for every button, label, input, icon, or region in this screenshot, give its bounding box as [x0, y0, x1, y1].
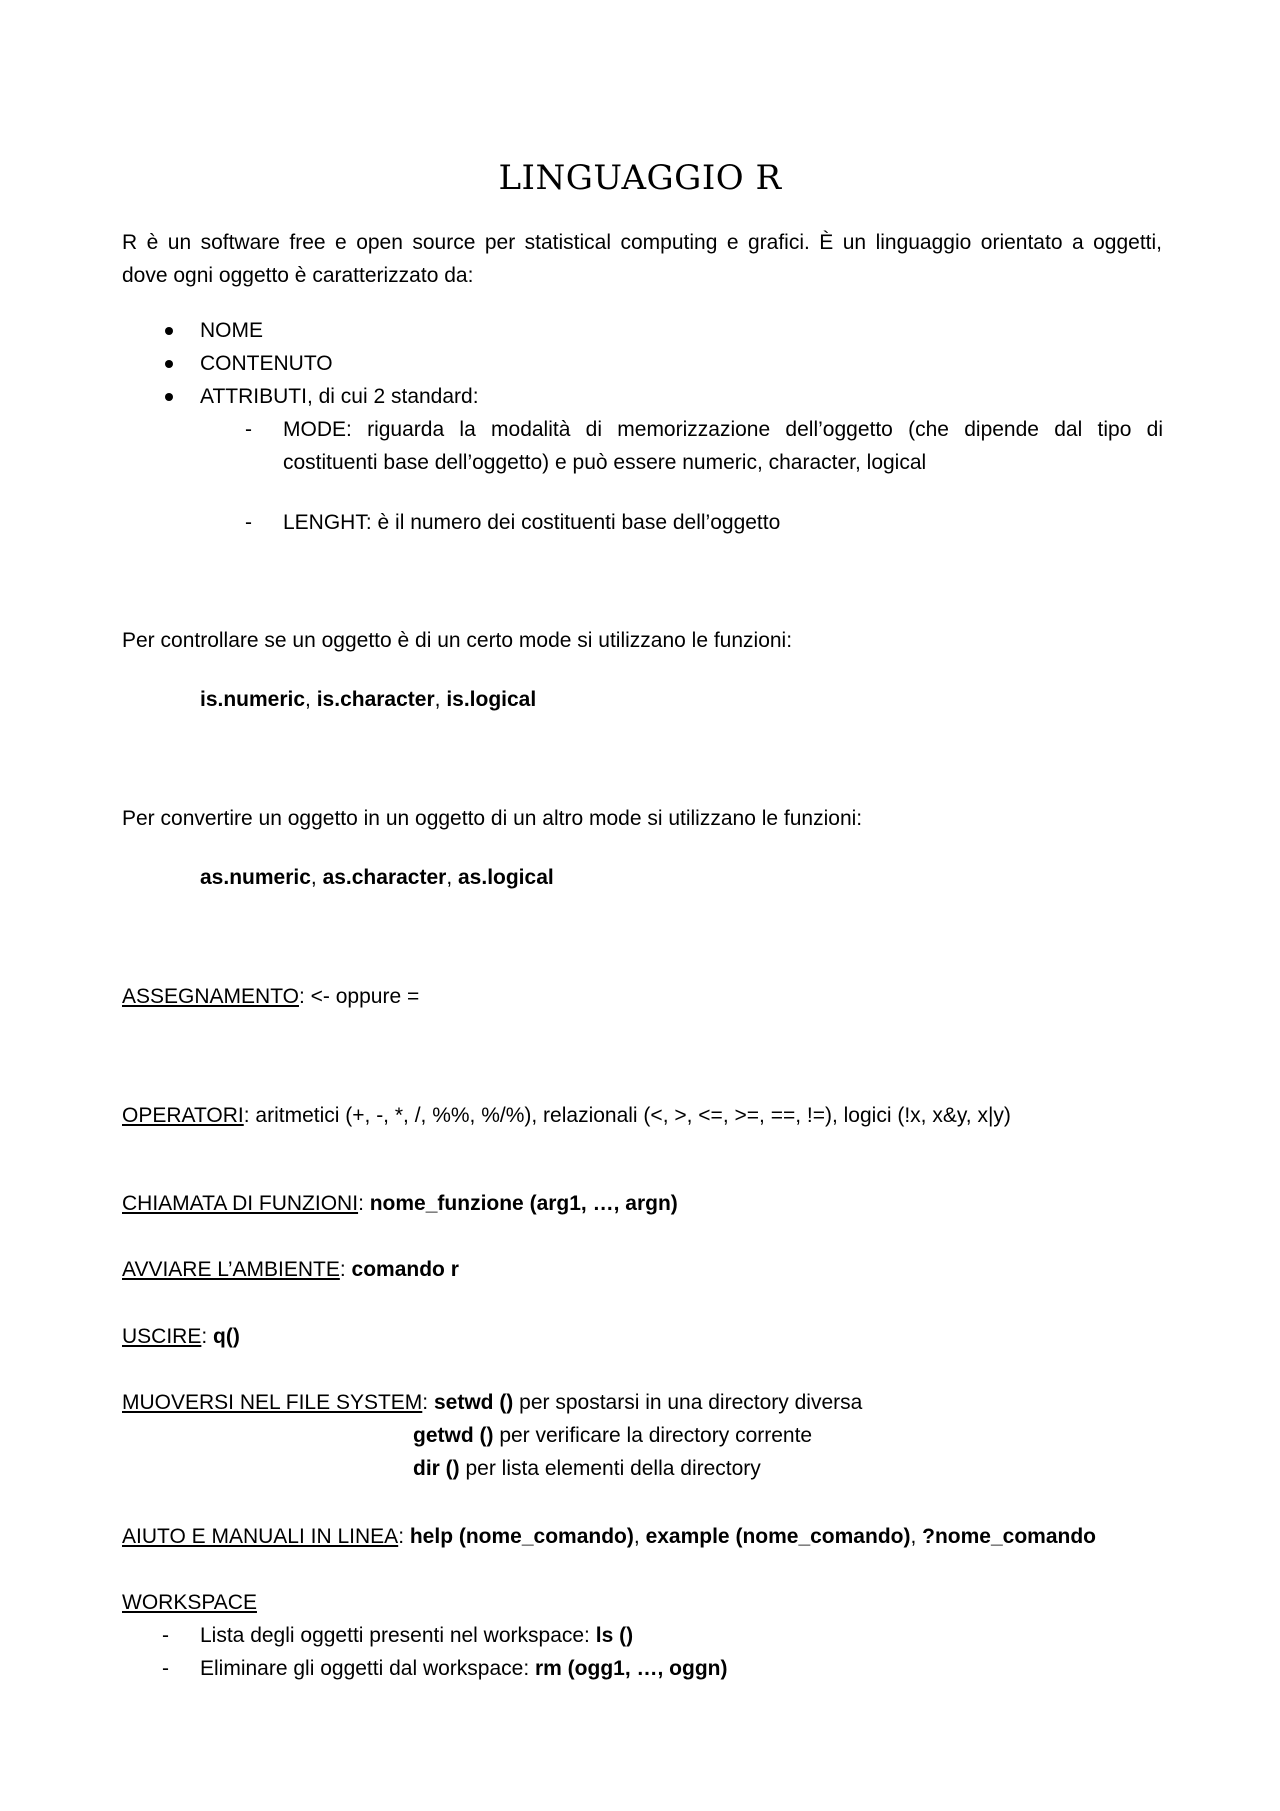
assignment-text: : <- oppure =: [298, 985, 420, 1008]
filesystem-desc: per verificare la directory corrente: [493, 1424, 813, 1447]
filesystem-line: [122, 1388, 862, 1418]
function-call-label: CHIAMATA DI FUNZIONI: [122, 1192, 359, 1215]
fn-is-character: is.character: [316, 688, 435, 711]
bullet-item-name: NOME: [200, 319, 263, 342]
separator: ,: [305, 688, 317, 711]
fn-as-character: as.character: [322, 866, 447, 889]
help-value-2: example (nome_comando): [645, 1525, 911, 1548]
function-call-value: nome_funzione (arg1, …, argn): [369, 1192, 678, 1215]
dash-marker: -: [162, 1657, 169, 1680]
fn-as-logical: as.logical: [458, 866, 554, 889]
colon: :: [358, 1192, 370, 1215]
fn-is-logical: is.logical: [446, 688, 537, 711]
separator: ,: [446, 866, 458, 889]
dash-marker: -: [245, 418, 252, 441]
separator: ,: [310, 866, 323, 889]
fn-is-numeric: is.numeric: [200, 688, 306, 711]
colon: :: [422, 1391, 434, 1414]
workspace-item-cmd: rm (ogg1, …, oggn): [535, 1657, 728, 1680]
mode-line-1: MODE: riguarda la modalità di memorizzazione dell’oggetto (che dipende dal tipo di: [283, 418, 1163, 441]
check-mode-text: Per controllare se un oggetto è di un certo mode si utilizzano le funzioni:: [122, 629, 793, 652]
filesystem-line: [413, 1454, 761, 1484]
workspace-item-text: Eliminare gli oggetti dal workspace:: [200, 1657, 535, 1680]
help-value-1: help (nome_comando): [409, 1525, 634, 1548]
start-env-value: comando r: [351, 1258, 459, 1281]
operators-text: : aritmetici (+, -, *, /, %%, %/%), relazionali (<, >, <=, >=, ==, !=), logici (!x, x&y, x|y): [243, 1104, 1011, 1127]
operators-label: OPERATORI: [122, 1104, 244, 1127]
colon: :: [201, 1325, 214, 1348]
filesystem-cmd: dir (): [413, 1457, 460, 1480]
intro-line-2: dove ogni oggetto è caratterizzato da:: [122, 264, 474, 287]
intro-line-1: R è un software free e open source per statistical computing e grafici. È un linguaggio orientato a oggetti,: [122, 231, 1162, 254]
assignment-label: ASSEGNAMENTO: [122, 985, 299, 1008]
bullet-item-attributes: ATTRIBUTI, di cui 2 standard:: [200, 385, 479, 408]
filesystem-line: [413, 1421, 812, 1451]
separator: ,: [434, 688, 447, 711]
filesystem-desc: per spostarsi in una directory diversa: [513, 1391, 863, 1414]
start-env-line: [122, 1255, 459, 1285]
fn-as-numeric: as.numeric: [200, 866, 311, 889]
filesystem-desc: per lista elementi della directory: [459, 1457, 761, 1480]
function-call-line: [122, 1189, 678, 1219]
workspace-item-cmd: ls (): [595, 1624, 634, 1647]
workspace-heading: [122, 1588, 257, 1618]
help-label: AIUTO E MANUALI IN LINEA: [122, 1525, 399, 1548]
workspace-item-text: Lista degli oggetti presenti nel workspace:: [200, 1624, 596, 1647]
length-line: LENGHT: è il numero dei costituenti base dell’oggetto: [283, 511, 781, 534]
start-env-label: AVVIARE L’AMBIENTE: [122, 1258, 340, 1281]
page-title: LINGUAGGIO R: [498, 158, 782, 198]
workspace-label: WORKSPACE: [122, 1591, 257, 1614]
filesystem-label: MUOVERSI NEL FILE SYSTEM: [122, 1391, 423, 1414]
workspace-item: [200, 1654, 727, 1684]
filesystem-cmd: setwd (): [433, 1391, 514, 1414]
check-mode-functions: [200, 685, 536, 715]
dash-marker: -: [245, 511, 252, 534]
mode-line-2: costituenti base dell’oggetto) e può essere numeric, character, logical: [283, 451, 927, 474]
dash-marker: -: [162, 1624, 169, 1647]
exit-line: [122, 1322, 240, 1352]
convert-mode-text: Per convertire un oggetto in un oggetto di un altro mode si utilizzano le funzioni:: [122, 807, 863, 830]
operators-line: [122, 1101, 1011, 1131]
assignment-line: [122, 982, 419, 1012]
filesystem-cmd: getwd (): [413, 1424, 494, 1447]
colon: :: [339, 1258, 352, 1281]
exit-value: q(): [213, 1325, 240, 1348]
workspace-item: [200, 1621, 633, 1651]
bullet-item-content: CONTENUTO: [200, 352, 333, 375]
bullet-dot: [165, 360, 173, 368]
colon: :: [398, 1525, 410, 1548]
exit-label: USCIRE: [122, 1325, 202, 1348]
separator: ,: [633, 1525, 646, 1548]
separator: ,: [910, 1525, 923, 1548]
convert-mode-functions: [200, 863, 554, 893]
bullet-dot: [165, 327, 173, 335]
help-value-3: ?nome_comando: [922, 1525, 1096, 1548]
bullet-dot: [165, 393, 173, 401]
help-line: [122, 1522, 1096, 1552]
